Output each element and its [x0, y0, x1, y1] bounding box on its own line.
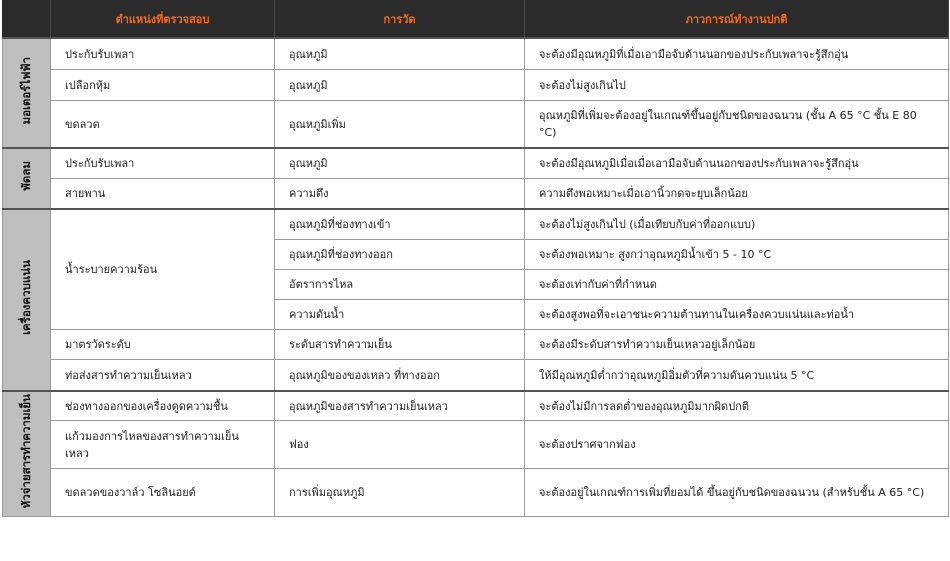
measure-cell: การเพิ่มอุณหภูมิ: [275, 469, 525, 517]
normal-cell: จะต้องมีอุณหภูมิที่เมื่อเอามือจับด้านนอกของประกับเพลาจะรู้สึกอุ่น: [525, 38, 949, 70]
group-name: มอเตอร์ไฟฟ้า: [19, 56, 33, 125]
inspection-table: [2, 0, 949, 517]
measure-cell: อุณหภูมิ: [275, 148, 525, 179]
group-name: พัดลม: [19, 161, 33, 191]
table-row: [3, 330, 949, 360]
normal-cell: จะต้องสูงพอที่จะเอาชนะความต้านทานในเครื่องควบแน่นและท่อน้ำ: [525, 300, 949, 330]
inspection-table-container: [2, 0, 949, 517]
table-row: [3, 360, 949, 392]
location-cell: น้ำระบายความร้อน: [51, 209, 275, 330]
location-cell: สายพาน: [51, 179, 275, 210]
normal-cell: จะต้องไม่สูงเกินไป (เมื่อเทียบกับค่าที่ออกแบบ): [525, 209, 949, 240]
location-cell: เปลือกหุ้ม: [51, 70, 275, 101]
measure-cell: อุณหภูมิ: [275, 38, 525, 70]
measure-cell: อุณหภูมิเพิ่ม: [275, 101, 525, 149]
location-cell: แก้วมองการไหลของสารทำความเย็นเหลว: [51, 421, 275, 469]
location-cell: มาตรวัดระดับ: [51, 330, 275, 360]
measure-cell: ความตึง: [275, 179, 525, 210]
header-measure: การวัด: [275, 1, 525, 39]
group-label-expansion-valve: [3, 391, 51, 517]
measure-cell: อุณหภูมิที่ช่องทางเข้า: [275, 209, 525, 240]
measure-cell: ระดับสารทำความเย็น: [275, 330, 525, 360]
normal-cell: จะต้องอยู่ในเกณฑ์การเพิ่มที่ยอมได้ ขึ้นอยู่กับชนิดของฉนวน (สำหรับชั้น A 65 °C): [525, 469, 949, 517]
normal-cell: อุณหภูมิที่เพิ่มจะต้องอยู่ในเกณฑ์ขึ้นอยู่กับชนิดของฉนวน (ชั้น A 65 °C ชั้น E 80 °C): [525, 101, 949, 149]
header-location: ตำแหน่งที่ตรวจสอบ: [51, 1, 275, 39]
header-blank-cell: [3, 1, 51, 39]
normal-cell: ความตึงพอเหมาะเมื่อเอานิ้วกดจะยุบเล็กน้อย: [525, 179, 949, 210]
group-name: หัวจ่ายสารทำความเย็น: [19, 394, 33, 509]
table-row: [3, 469, 949, 517]
table-row: [3, 70, 949, 101]
measure-cell: อุณหภูมิ: [275, 70, 525, 101]
measure-cell: อัตราการไหล: [275, 270, 525, 300]
table-row: [3, 38, 949, 70]
measure-cell: อุณหภูมิของสารทำความเย็นเหลว: [275, 391, 525, 421]
normal-cell: จะต้องพอเหมาะ สูงกว่าอุณหภูมิน้ำเข้า 5 - 10 °C: [525, 240, 949, 270]
location-cell: ท่อส่งสารทำความเย็นเหลว: [51, 360, 275, 392]
header-normal: ภาวการณ์ทำงานปกติ: [525, 1, 949, 39]
normal-cell: จะต้องเท่ากับค่าที่กำหนด: [525, 270, 949, 300]
location-cell: ประกับรับเพลา: [51, 148, 275, 179]
table-row: [3, 148, 949, 179]
group-name: เครื่องควบแน่น: [19, 260, 33, 335]
location-cell: ประกับรับเพลา: [51, 38, 275, 70]
normal-cell: จะต้องปราศจากฟอง: [525, 421, 949, 469]
measure-cell: ความดันน้ำ: [275, 300, 525, 330]
group-label-motor: [3, 38, 51, 148]
table-row: [3, 391, 949, 421]
measure-cell: ฟอง: [275, 421, 525, 469]
location-cell: ขดลวด: [51, 101, 275, 149]
location-cell: ขดลวดของวาล์ว โซลินอยด์: [51, 469, 275, 517]
group-label-fan: [3, 148, 51, 209]
group-label-condenser: [3, 209, 51, 391]
table-row: [3, 179, 949, 210]
measure-cell: อุณหภูมิของของเหลว ที่ทางออก: [275, 360, 525, 392]
table-row: [3, 421, 949, 469]
normal-cell: จะต้องไม่สูงเกินไป: [525, 70, 949, 101]
header-row: [3, 1, 949, 39]
normal-cell: จะต้องมีระดับสารทำความเย็นเหลวอยู่เล็กน้อย: [525, 330, 949, 360]
measure-cell: อุณหภูมิที่ช่องทางออก: [275, 240, 525, 270]
table-row: [3, 209, 949, 240]
normal-cell: จะต้องไม่มีการลดต่ำของอุณหภูมิมากผิดปกติ: [525, 391, 949, 421]
location-cell: ช่องทางออกของเครื่องดูดความชื้น: [51, 391, 275, 421]
normal-cell: จะต้องมีอุณหภูมิเมื่อเมื่อเอามือจับด้านนอกของประกับเพลาจะรู้สึกอุ่น: [525, 148, 949, 179]
normal-cell: ให้มีอุณหภูมิต่ำกว่าอุณหภูมิอิ่มตัวที่ความดันควบแน่น 5 °C: [525, 360, 949, 392]
table-row: [3, 101, 949, 149]
